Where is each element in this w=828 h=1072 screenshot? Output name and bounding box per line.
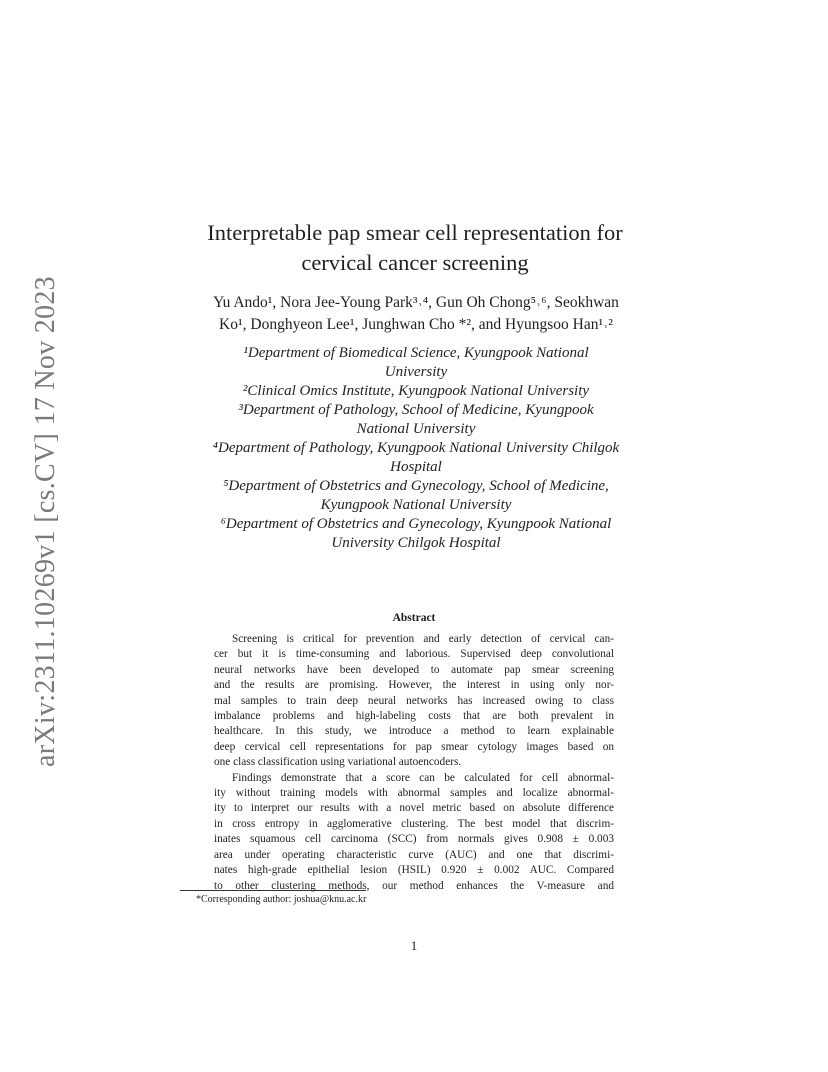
abstract-line: inates squamous cell carcinoma (SCC) from normals gives 0.908 ± 0.003 [214, 833, 614, 846]
author-line: Yu Ando¹, Nora Jee-Young Park³˒⁴, Gun Oh Chong⁵˒⁶, Seokhwan [213, 294, 619, 311]
page-number: 1 [410, 938, 418, 953]
abstract-line: Findings demonstrate that a score can be calculated for cell abnormal- [232, 771, 614, 784]
abstract-line: nates high-grade epithelial lesion (HSIL) 0.920 ± 0.002 AUC. Compared [214, 864, 614, 877]
abstract-line: and the results are promising. However, the interest in using only nor- [214, 679, 614, 692]
abstract-line: area under operating characteristic curve (AUC) and one that discrimi- [214, 848, 614, 861]
affiliation-line: ²Clinical Omics Institute, Kyungpook National University [242, 383, 590, 399]
author-list [140, 292, 692, 336]
affiliation-line: ¹Department of Biomedical Science, Kyungpook National [243, 345, 589, 361]
abstract-line: to other clustering methods, our method enhances the V-measure and [214, 879, 614, 892]
abstract-line: imbalance problems and high-labeling costs that are both prevalent in [214, 710, 614, 723]
affiliation-line: ⁶Department of Obstetrics and Gynecology, Kyungpook National [220, 516, 612, 532]
abstract-line: in cross entropy in agglomerative clustering. The best model that discrim- [214, 817, 614, 830]
abstract-line: cer but it is time-consuming and laborious. Supervised deep convolutional [214, 648, 614, 661]
abstract-line: ity to interpret our results with a novel metric based on absolute difference [214, 802, 614, 815]
abstract-line: mal samples to train deep neural networks has increased owing to class [214, 694, 614, 707]
affiliation-line: ³Department of Pathology, School of Medicine, Kyungpook [238, 402, 594, 418]
abstract-line: Screening is critical for prevention and early detection of cervical can- [232, 633, 614, 645]
abstract-line: healthcare. In this study, we introduce a method to learn explainable [214, 725, 614, 738]
affiliation-line: National University [356, 421, 476, 437]
footnote-divider [180, 890, 366, 891]
abstract-line: neural networks have been developed to automate pap smear screening [214, 663, 614, 676]
affiliation-line: University [384, 364, 448, 380]
affiliation-line: Hospital [390, 459, 442, 475]
affiliation-line: University Chilgok Hospital [331, 535, 501, 551]
affiliation-line: ⁵Department of Obstetrics and Gynecology, School of Medicine, [223, 478, 609, 494]
abstract-body [214, 632, 614, 894]
paper-title [150, 218, 680, 278]
title-line: Interpretable pap smear cell representation for [207, 220, 623, 245]
corresponding-author-footnote: *Corresponding author: joshua@knu.ac.kr [196, 894, 367, 905]
arxiv-identifier: arXiv:2311.10269v1 [cs.CV] 17 Nov 2023 [30, 276, 61, 768]
abstract-line: one class classification using variational autoencoders. [214, 756, 462, 769]
affiliation-line: ⁴Department of Pathology, Kyungpook National University Chilgok [212, 440, 620, 456]
affiliation-line: Kyungpook National University [320, 497, 512, 513]
title-line: cervical cancer screening [301, 250, 529, 275]
abstract-heading: Abstract [392, 612, 436, 624]
abstract-line: deep cervical cell representations for pap smear cytology images based on [214, 740, 614, 753]
author-line: Ko¹, Donghyeon Lee¹, Junghwan Cho *², and Hyungsoo Han¹˒² [219, 316, 613, 333]
abstract-line: ity without training models with abnormal samples and localize abnormal- [214, 787, 614, 800]
affiliations [150, 344, 682, 553]
